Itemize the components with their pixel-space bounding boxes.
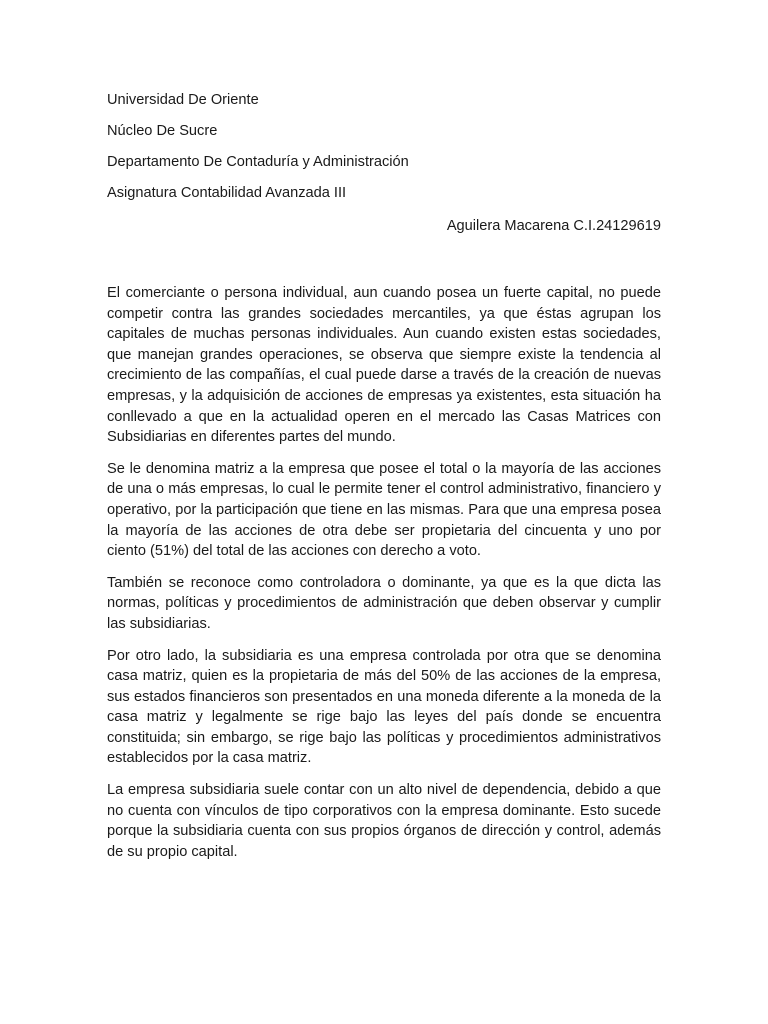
- university-name: Universidad De Oriente: [107, 92, 259, 108]
- department-name: Departamento De Contaduría y Administración: [107, 154, 409, 170]
- paragraph-3: También se reconoce como controladora o dominante, ya que es la que dicta las normas, políticas y procedimientos de administración que deben observar y cumplir las subsidiarias.: [107, 574, 661, 632]
- paragraph-2: Se le denomina matriz a la empresa que posee el total o la mayoría de las acciones de una o más empresas, lo cual le permite tener el control administrativo, financiero y operativo, por la participación que tiene en las mismas. Para que una empresa posea la mayoría de las acciones de otra debe ser propietaria del cincuenta y uno por ciento (51%) del total de las acciones con derecho a voto.: [107, 460, 661, 560]
- paragraph-4: Por otro lado, la subsidiaria es una empresa controlada por otra que se denomina casa matriz, quien es la propietaria de más del 50% de las acciones de la empresa, sus estados financieros son presentados en una moneda diferente a la moneda de la casa matriz y legalmente se rige bajo las leyes del país donde se encuentra constituida; sin embargo, se rige bajo las políticas y procedimientos administrativos establecidos por la casa matriz.: [107, 647, 661, 767]
- paragraph-5: La empresa subsidiaria suele contar con un alto nivel de dependencia, debido a que no cuenta con vínculos de tipo corporativos con la empresa dominante. Esto sucede porque la subsidiaria cuenta con sus propios órganos de dirección y control, además de su propio capital.: [107, 782, 661, 860]
- subject-name: Asignatura Contabilidad Avanzada III: [107, 185, 347, 201]
- document-body: [107, 283, 661, 873]
- paragraph-1: El comerciante o persona individual, aun cuando posea un fuerte capital, no puede competir contra las grandes sociedades mercantiles, ya que éstas agrupan los capitales de muchas personas individuales. Aun cuando existen estas sociedades, que manejan grandes operaciones, se observa que siempre existe la tendencia al crecimiento de las compañías, el cual puede darse a través de la creación de nuevas empresas, y la adquisición de acciones de empresas ya existentes, esta situación ha conllevado a que en la actualidad operen en el mercado las Casas Matrices con Subsidiarias en diferentes partes del mundo.: [107, 285, 661, 446]
- author-line: Aguilera Macarena C.I.24129619: [446, 218, 661, 234]
- nucleus-name: Núcleo De Sucre: [107, 123, 218, 139]
